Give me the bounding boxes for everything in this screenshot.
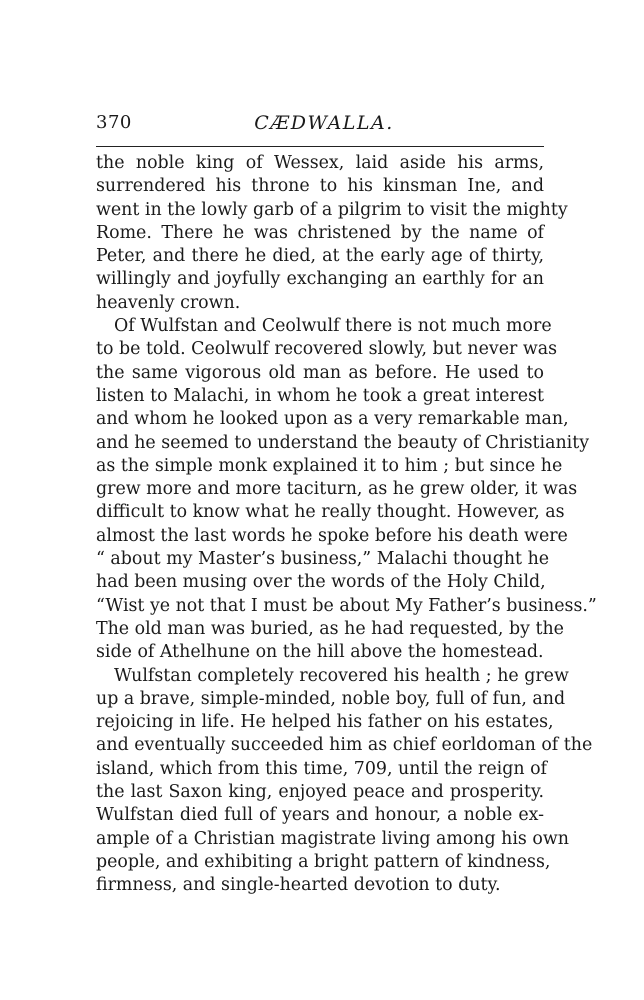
text-line: heavenly crown.	[96, 292, 241, 313]
paragraph	[96, 665, 593, 898]
text-line: Wulfstan completely recovered his health ; he grew	[114, 665, 569, 686]
text-line: island, which from this time, 709, until the reign of	[96, 758, 547, 779]
text-line: ample of a Christian magistrate living among his own	[96, 828, 569, 849]
text-line: Wulfstan died full of years and honour, a noble ex-	[96, 805, 544, 826]
text-line: as the simple monk explained it to him ; but since he	[96, 455, 563, 476]
text-line: “Wist ye not that I must be about My Father’s business.”	[96, 595, 597, 616]
text-line: Rome. There he was christened by the name of	[96, 222, 544, 243]
text-line: had been musing over the words of the Holy Child,	[96, 572, 546, 593]
text-line: and whom he looked upon as a very remarkable man,	[96, 409, 569, 430]
text-line: willingly and joyfully exchanging an earthly for an	[96, 269, 544, 290]
text-line: side of Athelhune on the hill above the homestead.	[96, 642, 544, 663]
text-line: and eventually succeeded him as chief eorldoman of the	[96, 735, 593, 756]
text-line: firmness, and single-hearted devotion to duty.	[96, 875, 501, 896]
text-line: listen to Malachi, in whom he took a great interest	[96, 385, 544, 406]
text-line: “ about my Master’s business,” Malachi thought he	[96, 549, 550, 570]
text-line: difficult to know what he really thought. However, as	[96, 502, 565, 523]
text-line: The old man was buried, as he had requested, by the	[96, 618, 564, 639]
text-line: people, and exhibiting a bright pattern of kindness,	[96, 851, 551, 872]
text-line: rejoicing in life. He helped his father on his estates,	[96, 712, 554, 733]
text-line: almost the last words he spoke before his death were	[96, 525, 568, 546]
paragraph	[96, 315, 597, 664]
running-title: CÆDWALLA.	[254, 112, 394, 134]
text-line: the last Saxon king, enjoyed peace and prosperity.	[96, 782, 544, 803]
text-line: the same vigorous old man as before. He used to	[96, 362, 544, 383]
paragraph	[96, 152, 568, 315]
text-line: Peter, and there he died, at the early age of thirty,	[96, 246, 544, 267]
text-line: the noble king of Wessex, laid aside his arms,	[96, 153, 544, 173]
text-line: and he seemed to understand the beauty of Christianity	[96, 432, 590, 453]
text-line: went in the lowly garb of a pilgrim to visit the mighty	[96, 199, 568, 220]
text-line: up a brave, simple-minded, noble boy, full of fun, and	[96, 688, 566, 709]
header-rule	[96, 146, 544, 147]
text-line: surrendered his throne to his kinsman Ine, and	[96, 176, 544, 197]
text-line: grew more and more taciturn, as he grew older, it was	[96, 479, 578, 500]
text-line: Of Wulfstan and Ceolwulf there is not much more	[114, 316, 552, 337]
running-head	[96, 112, 544, 138]
text-line: to be told. Ceolwulf recovered slowly, but never was	[96, 339, 558, 360]
page-number: 370	[96, 112, 132, 133]
body-text	[96, 152, 597, 898]
